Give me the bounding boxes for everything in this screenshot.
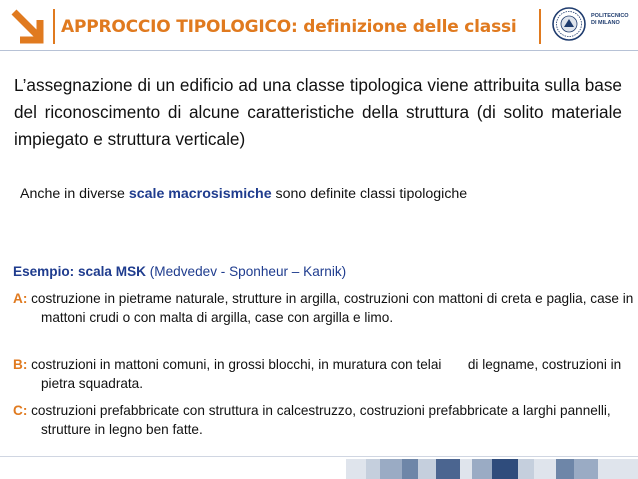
university-seal-icon [551, 6, 587, 42]
macro-sentence: Anche in diverse scale macrosismiche sono definite classi tipologiche [20, 186, 468, 202]
logo-text: POLITECNICO DI MILANO [591, 13, 629, 26]
class-text: costruzione in pietrame naturale, strutture in argilla, costruzioni con mattoni di creta e paglia, case in mattoni crudi o con malta di argilla, case con argilla e limo. [27, 291, 634, 325]
slide-header [0, 0, 638, 52]
footer-square [534, 459, 556, 479]
intro-paragraph: L’assegnazione di un edificio ad una classe tipologica viene attribuita sulla base del riconoscimento di alcune caratteristiche della struttura (di solito materiale impiegato e struttura verticale) [14, 75, 622, 149]
footer-square [598, 459, 638, 479]
footer-square [472, 459, 492, 479]
class-item-b [13, 355, 638, 393]
example-title: Esempio: scala MSK (Medvedev - Sponheur – Karnik) [13, 264, 347, 279]
footer-divider [0, 456, 638, 457]
class-text: costruzioni in mattoni comuni, in grossi blocchi, in muratura con telai di legname, costruzioni in pietra squadrata. [27, 357, 626, 391]
polimi-logo [551, 6, 635, 46]
footer-square [460, 459, 472, 479]
footer-square [492, 459, 518, 479]
footer-square [556, 459, 574, 479]
class-letter: A: [13, 291, 28, 306]
header-divider [0, 50, 638, 51]
class-text: costruzioni prefabbricate con struttura in calcestruzzo, costruzioni prefabbricate a larghi pannelli, strutture in legno ben fatte. [27, 403, 611, 437]
footer-square [346, 459, 366, 479]
footer-square [518, 459, 534, 479]
class-item-a [13, 289, 638, 327]
class-letter: B: [13, 357, 28, 372]
footer-square [436, 459, 460, 479]
class-item-c [13, 401, 638, 439]
orange-arrow-icon [6, 6, 46, 46]
title-frame [53, 9, 541, 44]
footer-square [418, 459, 436, 479]
slide-title: APPROCCIO TIPOLOGICO: definizione delle classi [61, 17, 517, 37]
macro-highlight: scale macrosismiche [128, 186, 272, 202]
footer-square [366, 459, 380, 479]
footer-decoration [346, 459, 638, 479]
footer-square [380, 459, 402, 479]
footer-square [574, 459, 598, 479]
footer-square [402, 459, 418, 479]
class-letter: C: [13, 403, 28, 418]
